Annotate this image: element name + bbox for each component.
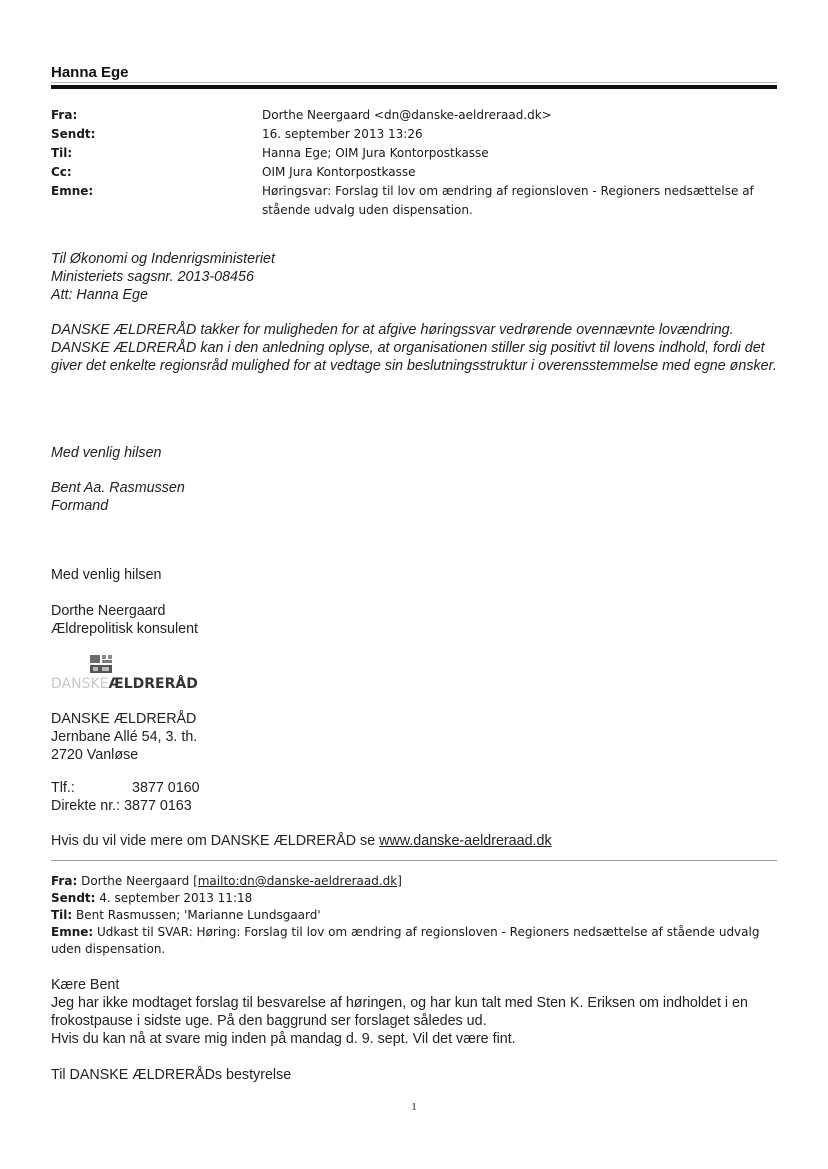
signature-person xyxy=(51,602,777,638)
fwd-label: Sendt: xyxy=(51,891,96,905)
address-line: Til Økonomi og Indenrigsministeriet xyxy=(51,251,275,267)
fwd-label: Emne: xyxy=(51,925,94,939)
meta-label: Til: xyxy=(51,146,73,160)
address-line: Att: Hanna Ege xyxy=(51,287,148,303)
fwd-value: Dorthe Neergaard xyxy=(81,874,190,888)
forwarded-header xyxy=(51,873,777,958)
more-info-text: Hvis du vil vide mere om DANSKE ÆLDRERÅD se xyxy=(51,833,376,849)
forward-separator xyxy=(51,860,777,861)
meta-label: Sendt: xyxy=(51,127,96,141)
phone-label: Tlf.: xyxy=(51,780,75,796)
fwd-sent xyxy=(51,890,777,907)
fwd-closing: Til DANSKE ÆLDRERÅDs bestyrelse xyxy=(51,1067,292,1083)
signer-name: Bent Aa. Rasmussen xyxy=(51,480,185,496)
meta-row-to xyxy=(51,144,777,163)
fwd-value: 4. september 2013 11:18 xyxy=(99,891,253,905)
meta-label: Cc: xyxy=(51,165,72,179)
letter-signer xyxy=(51,479,777,515)
fwd-paragraph: Hvis du kan nå at svare mig inden på mandag d. 9. sept. Vil det være fint. xyxy=(51,1031,516,1047)
letter-body xyxy=(51,321,777,375)
letter-paragraph: DANSKE ÆLDRERÅD takker for muligheden for at afgive høringssvar vedrørende ovennævnte lovændring. xyxy=(51,322,734,338)
org-logo-text xyxy=(51,676,198,692)
page-number: 1 xyxy=(411,1101,417,1113)
meta-label: Fra: xyxy=(51,108,78,122)
fwd-mailto-link[interactable]: [mailto:dn@danske-aeldreraad.dk] xyxy=(193,874,402,888)
meta-value: 16. september 2013 13:26 xyxy=(262,127,423,141)
more-info-line xyxy=(51,832,777,850)
org-logo-icon xyxy=(89,654,113,674)
signature-greeting: Med venlig hilsen xyxy=(51,567,162,583)
signature-name: Dorthe Neergaard xyxy=(51,603,166,619)
phone-line xyxy=(51,779,777,797)
logo-word-dark: ÆLDRERÅD xyxy=(108,676,198,692)
signature-title: Ældrepolitisk konsulent xyxy=(51,621,199,637)
meta-value: OIM Jura Kontorpostkasse xyxy=(262,165,416,179)
meta-value: Hanna Ege; OIM Jura Kontorpostkasse xyxy=(262,146,489,160)
direct-phone-line xyxy=(51,797,777,815)
direct-value: 3877 0163 xyxy=(124,798,192,814)
signature-phones xyxy=(51,779,777,815)
meta-value: Dorthe Neergaard <dn@danske-aeldreraad.dk> xyxy=(262,108,552,122)
fwd-salutation: Kære Bent xyxy=(51,977,120,993)
meta-label: Emne: xyxy=(51,184,94,198)
email-meta xyxy=(51,106,777,220)
forwarded-body xyxy=(51,976,777,1048)
signature-address xyxy=(51,710,777,764)
meta-row-subject xyxy=(51,182,777,220)
direct-label: Direkte nr.: xyxy=(51,798,121,814)
org-name: DANSKE ÆLDRERÅD xyxy=(51,711,197,727)
letter-address xyxy=(51,250,777,304)
fwd-from xyxy=(51,873,777,890)
header-rule xyxy=(51,85,777,89)
meta-row-sent xyxy=(51,125,777,144)
phone-value: 3877 0160 xyxy=(132,780,200,796)
letter-paragraph: DANSKE ÆLDRERÅD kan i den anledning oplyse, at organisationen stiller sig positivt til lovens indhold, fordi det giver det enkelte regionsråd mulighed for at vedtage sin beslutningsstruktur i overensstemmelse med egne ønsker. xyxy=(51,340,777,374)
org-street: Jernbane Allé 54, 3. th. xyxy=(51,729,198,745)
fwd-value: Bent Rasmussen; 'Marianne Lundsgaard' xyxy=(76,908,321,922)
org-city: 2720 Vanløse xyxy=(51,747,139,763)
signer-title: Formand xyxy=(51,498,109,514)
fwd-label: Til: xyxy=(51,908,73,922)
meta-value: Høringsvar: Forslag til lov om ændring af regionsloven - Regioners nedsættelse af stående udvalg uden dispensation. xyxy=(262,184,754,217)
address-line: Ministeriets sagsnr. 2013-08456 xyxy=(51,269,254,285)
fwd-subject xyxy=(51,924,777,958)
website-link[interactable]: www.danske-aeldreraad.dk xyxy=(379,833,552,849)
fwd-value: Udkast til SVAR: Høring: Forslag til lov om ændring af regionsloven - Regioners nedsættelse af stående udvalg uden dispensation. xyxy=(51,925,760,956)
meta-row-from xyxy=(51,106,777,125)
fwd-paragraph: Jeg har ikke modtaget forslag til besvarelse af høringen, og har kun talt med Sten K. Eriksen om indholdet i en frokostpause i sidste uge. På den baggrund ser forslaget således ud. xyxy=(51,995,748,1029)
letter-greeting: Med venlig hilsen xyxy=(51,445,162,461)
fwd-label: Fra: xyxy=(51,874,78,888)
org-logo xyxy=(51,654,221,696)
fwd-to xyxy=(51,907,777,924)
header-thin-rule xyxy=(51,82,777,83)
logo-word-light: DANSKE xyxy=(51,676,109,692)
header-name: Hanna Ege xyxy=(51,64,129,81)
meta-row-cc xyxy=(51,163,777,182)
